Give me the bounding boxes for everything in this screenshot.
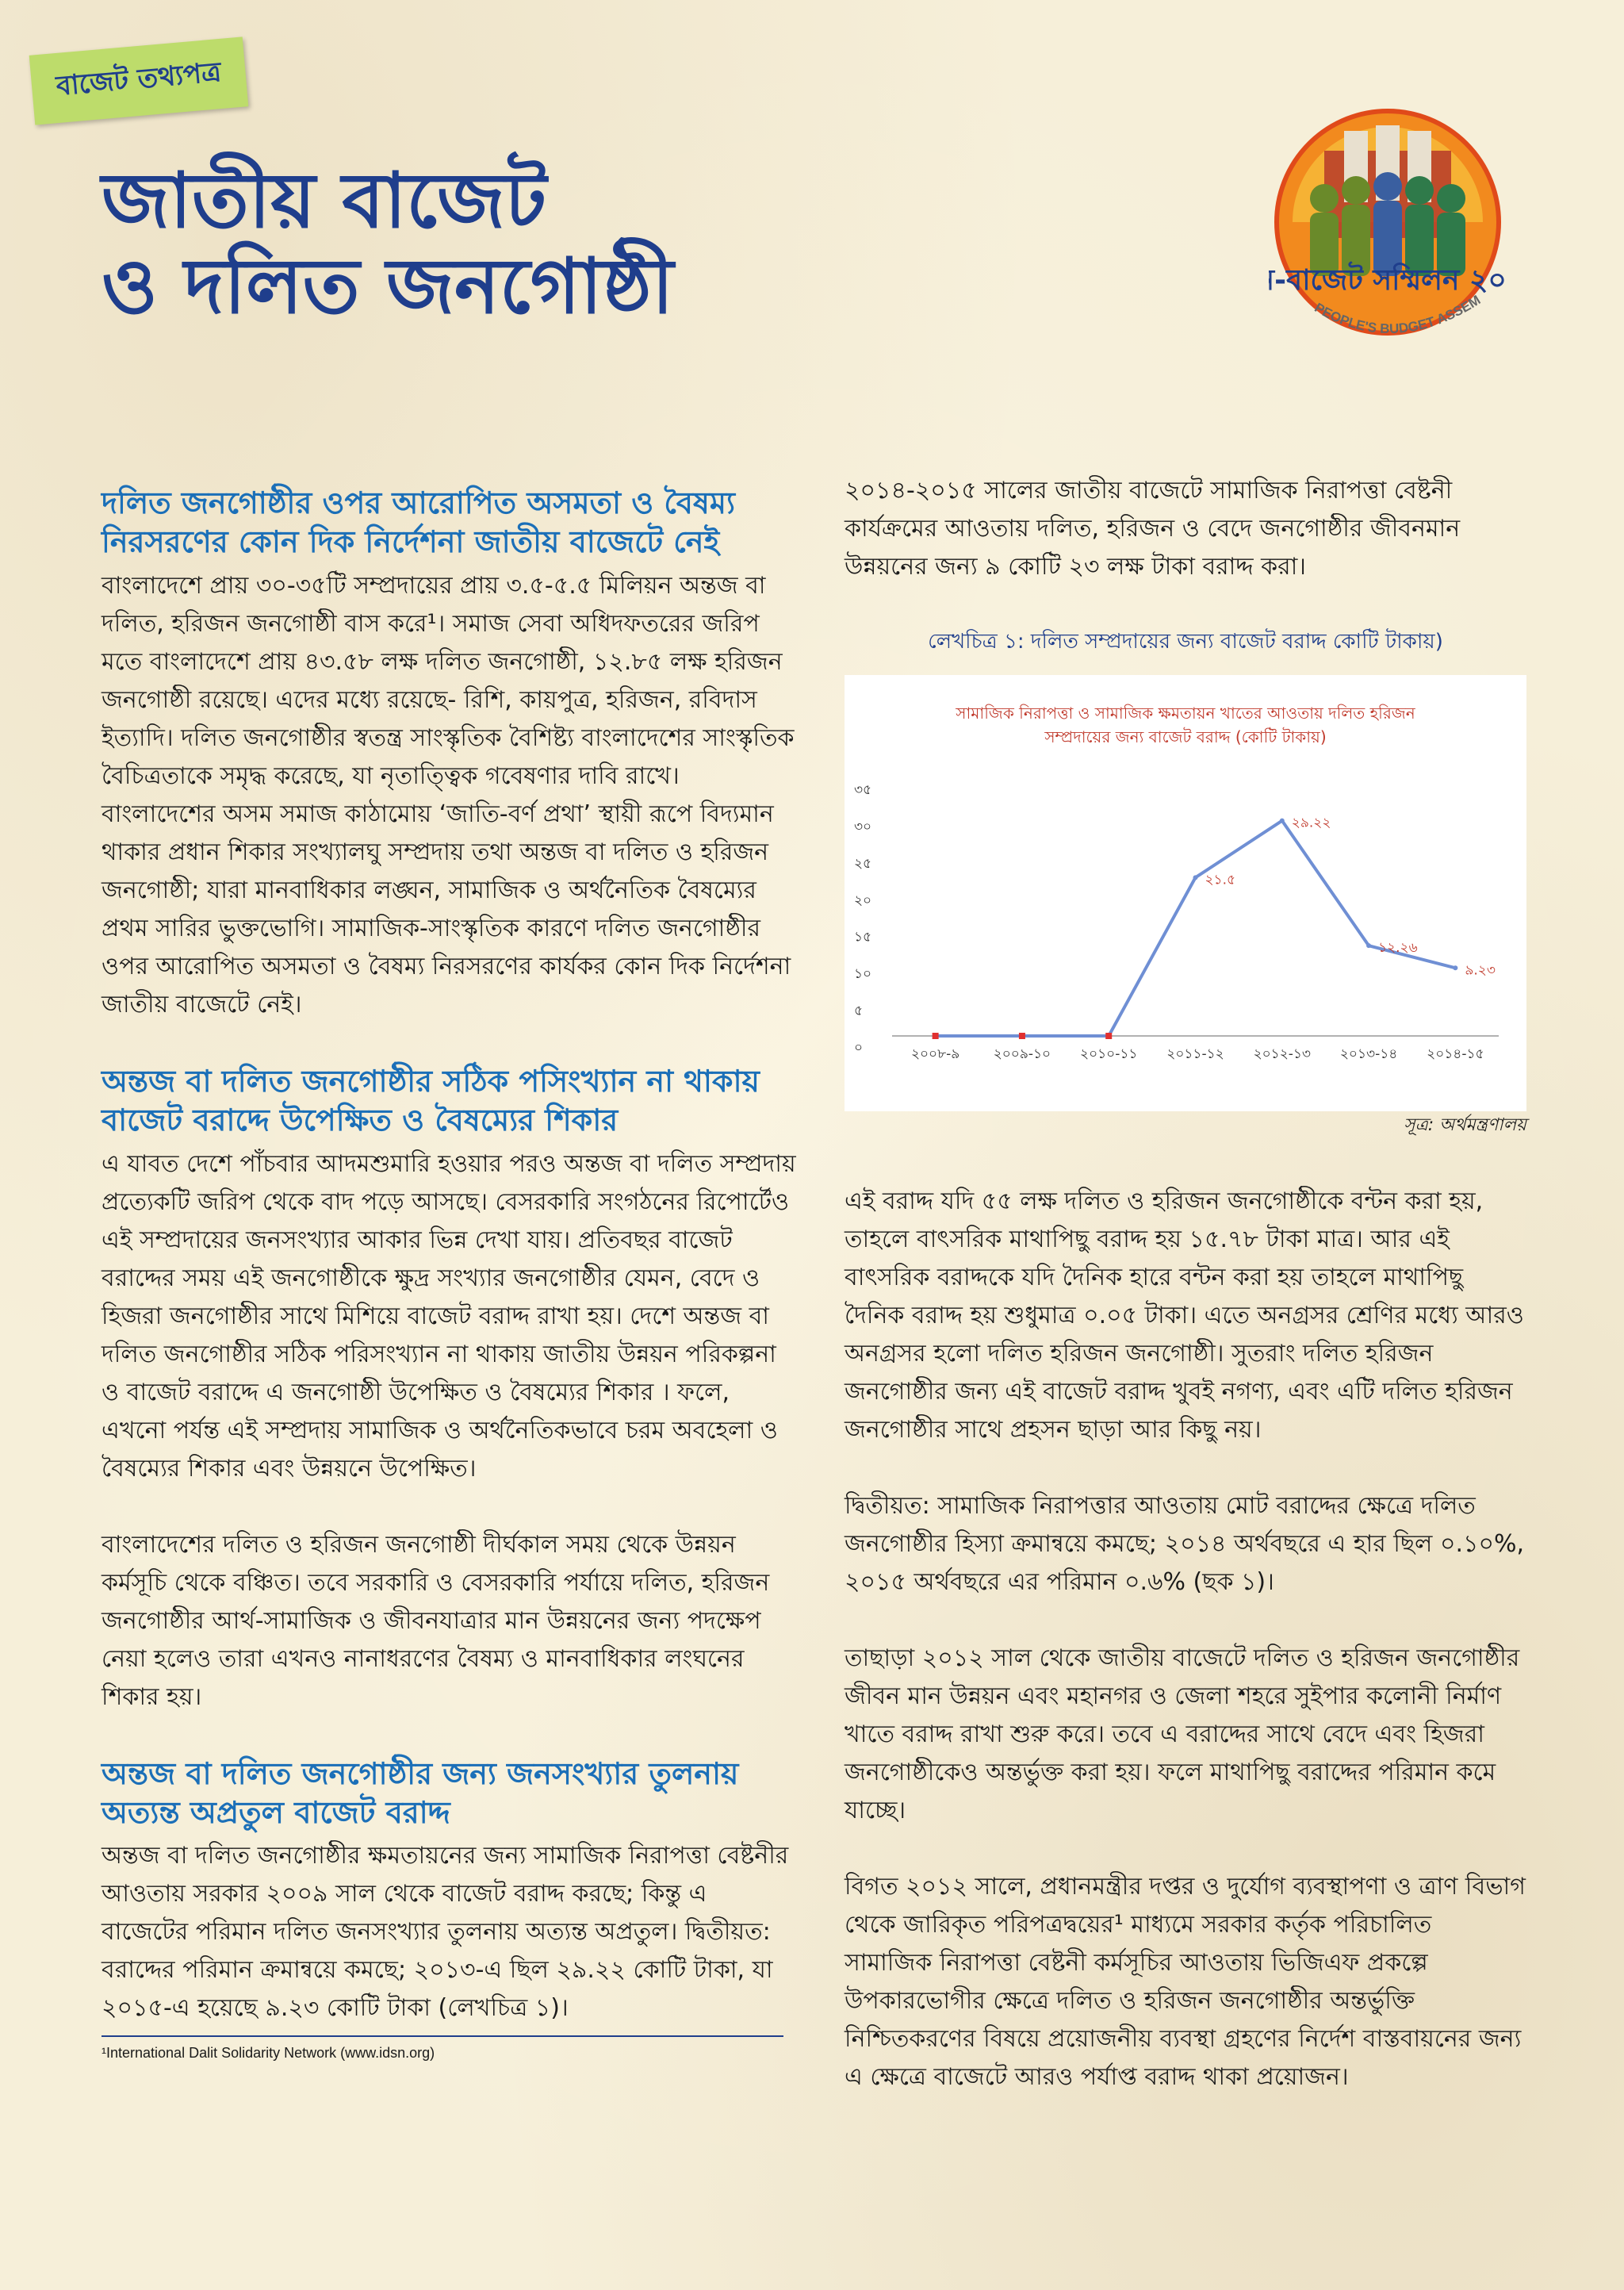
data-point [1280, 818, 1285, 823]
y-tick-label: ২০ [854, 892, 872, 908]
y-tick-label: ৫ [854, 1003, 864, 1019]
chart-source: সূত্র: অর্থমন্ত্রণালয় [1404, 1114, 1526, 1135]
y-tick-label: ২৫ [854, 855, 872, 872]
x-tick-label: ২০০৮-৯ [910, 1045, 960, 1062]
x-tick-label: ২০১১-১২ [1166, 1045, 1224, 1062]
right-paragraph-1: ২০১৪-২০১৫ সালের জাতীয় বাজেটে সামাজিক নিরাপত্তা বেষ্টনী কার্যক্রমের আওতায় দলিত, হরিজন ও বেদে জনগোষ্ঠীর জীবনমান উন্নয়নের জন্য ৯ কোটি ২৩ লক্ষ টাকা বরাদ্দ করা। [845, 477, 1461, 581]
x-tick-label: ২০১৩-১৪ [1339, 1045, 1398, 1062]
x-tick-label: ২০১৪-১৫ [1427, 1045, 1484, 1062]
y-tick-label: ১০ [854, 965, 872, 982]
x-tick-label: ২০১২-১৩ [1253, 1045, 1311, 1062]
budget-line-chart [845, 675, 1526, 1111]
data-point [1105, 1033, 1112, 1039]
data-label: ২৯.২২ [1291, 815, 1331, 831]
peoples-budget-assembly-logo [1269, 103, 1507, 389]
budget-factsheet-tag: বাজেট তথ্যপত্র [29, 36, 249, 125]
chart-caption: লেখচিত্র ১: দলিত সম্প্রদায়ের জন্য বাজেট বরাদ্দ কোটি টাকায়) [928, 630, 1443, 654]
data-point [1366, 943, 1371, 948]
right-paragraph-2: এই বরাদ্দ যদি ৫৫ লক্ষ দলিত ও হরিজন জনগোষ্ঠীকে বন্টন করা হয়, তাহলে বাৎসরিক মাথাপিছু বরাদ্দ হয় ১৫.৭৮ টাকা মাত্র। আর এই বাৎসরিক বরাদ্দকে যদি দৈনিক হারে বন্টন করা হয় তাহলে মাথাপিছু দৈনিক বরাদ্দ হয় শুধুমাত্র ০.০৫ টাকা। এতে অনগ্রসর শ্রেণির মধ্যে আরও অনগ্রসর হলো দলিত হরিজন জনগোষ্ঠী। সুতরাং দলিত হরিজন জনগোষ্ঠীর জন্য এই বাজেট বরাদ্দ খুবই নগণ্য, এবং এটি দলিত হরিজন জনগোষ্ঠীর সাথে প্রহসন ছাড়া আর কিছু নয়। [845, 1187, 1524, 1444]
paragraph-3: বাংলাদেশের দলিত ও হরিজন জনগোষ্ঠী দীর্ঘকাল সময় থেকে উন্নয়ন কর্মসূচি থেকে বঞ্চিত। তবে সরকারি ও বেসরকারি পর্যায়ে দলিত, হরিজন জনগোষ্ঠীর আর্থ-সামাজিক ও জীবনযাত্রার মান উন্নয়নের জন্য পদক্ষেপ নেয়া হলেও তারা এখনও নানাধরণের বৈষম্য ও মানবাধিকার লংঘনের শিকার হয়। [102, 1530, 770, 1711]
right-paragraph-4: তাছাড়া ২০১২ সাল থেকে জাতীয় বাজেটে দলিত ও হরিজন জনগোষ্ঠীর জীবন মান উন্নয়ন এবং মহানগর ও জেলা শহরে সুইপার কলোনী নির্মাণ খাতে বরাদ্দ রাখা শুরু করে। তবে এ বরাদ্দের সাথে বেদে এবং হিজরা জনগোষ্ঠীকেও অন্তর্ভুক্ত করা হয়। ফলে মাথাপিছু বরাদ্দের পরিমান কমে যাচ্ছে। [845, 1644, 1520, 1824]
right-paragraph-5: বিগত ২০১২ সালে, প্রধানমন্ত্রীর দপ্তর ও দুর্যোগ ব্যবস্থাপণা ও ত্রাণ বিভাগ থেকে জারিকৃত পরিপত্রদ্বয়ের¹ মাধ্যমে সরকার কর্তৃক পরিচালিত সামাজিক নিরাপত্তা বেষ্টনী কর্মসূচির আওতায় ভিজিএফ প্রকল্পে উপকারভোগীর ক্ষেত্রে দলিত ও হরিজন জনগোষ্ঠীর অন্তর্ভুক্তি নিশ্চিতকরণের বিষয়ে প্রয়োজনীয় ব্যবস্থা গ্রহণের নির্দেশ বাস্তবায়নের জন্য এ ক্ষেত্রে বাজেটে আরও পর্যাপ্ত বরাদ্দ থাকা প্রয়োজন। [845, 1872, 1526, 2091]
paragraph-4: অন্তজ বা দলিত জনগোষ্ঠীর ক্ষমতায়নের জন্য সামাজিক নিরাপত্তা বেষ্টনীর আওতায় সরকার ২০০৯ সাল থেকে বাজেট বরাদ্দ করছে; কিন্তু এ বাজেটের পরিমান দলিত জনসংখ্যার তুলনায় অত্যন্ত অপ্রতুল। দ্বিতীয়ত: বরাদ্দের পরিমান ক্রমান্বয়ে কমছে; ২০১৩-এ ছিল ২৯.২২ কোটি টাকা, যা ২০১৫-এ হয়েছে ৯.২৩ কোটি টাকা (লেখচিত্র ১)। [102, 1842, 789, 2023]
data-point [1453, 965, 1457, 970]
chart-title-line-1: সামাজিক নিরাপত্তা ও সামাজিক ক্ষমতায়ন খাতের আওতায় দলিত হরিজন [956, 703, 1415, 723]
right-column [845, 472, 1526, 2135]
series-line [936, 820, 1456, 1035]
x-tick-label: ২০১০-১১ [1080, 1045, 1138, 1062]
y-tick-label: ৩৫ [854, 781, 872, 798]
logo-text-en: PEOPLE'S BUDGET ASSEM [1312, 292, 1484, 337]
data-point [933, 1033, 939, 1039]
section-heading-1: দলিত জনগোষ্ঠীর ওপর আরোপিত অসমতা ও বৈষম্য নিরসরণের কোন দিক নির্দেশনা জাতীয় বাজেটে নেই [102, 485, 736, 560]
footnote: ¹International Dalit Solidarity Network (www.idsn.org) [102, 2045, 435, 2062]
data-label: ১২.২৬ [1378, 939, 1418, 956]
footnote-divider [102, 2035, 783, 2037]
y-tick-label: ০ [854, 1039, 864, 1056]
y-tick-label: ৩০ [854, 819, 872, 835]
x-tick-label: ২০০৯-১০ [993, 1045, 1051, 1062]
y-tick-label: ১৫ [854, 929, 872, 946]
data-point [1019, 1033, 1025, 1039]
paragraph-2: এ যাবত দেশে পাঁচবার আদমশুমারি হওয়ার পরও অন্তজ বা দলিত সম্প্রদায় প্রত্যেকটি জরিপ থেকে বাদ পড়ে আসছে। বেসরকারি সংগঠনের রিপোর্টেও এই সম্প্রদায়ের জনসংখ্যার আকার ভিন্ন দেখা যায়। প্রতিবছর বাজেট বরাদ্দের সময় এই জনগোষ্ঠীকে ক্ষুদ্র সংখ্যার জনগোষ্ঠীর যেমন, বেদে ও হিজরা জনগোষ্ঠীর সাথে মিশিয়ে বাজেট বরাদ্দ রাখা হয়। দেশে অন্তজ বা দলিত জনগোষ্ঠীর সঠিক পরিসংখ্যান না থাকায় জাতীয় উন্নয়ন পরিকল্পনা ও বাজেট বরাদ্দে এ জনগোষ্ঠী উপেক্ষিত ও বৈষম্যের শিকার । ফলে, এখনো পর্যন্ত এই সম্প্রদায় সামাজিক ও অর্থনৈতিকভাবে চরম অবহেলা ও বৈষম্যের শিকার এবং উন্নয়নে উপেক্ষিত। [102, 1149, 796, 1483]
section-heading-2: অন্তজ বা দলিত জনগোষ্ঠীর সঠিক পসিংখ্যান না থাকায় বাজেট বরাদ্দে উপেক্ষিত ও বৈষম্যের শিকার [102, 1063, 760, 1138]
data-point [1193, 875, 1198, 880]
section-heading-3: অন্তজ বা দলিত জনগোষ্ঠীর জন্য জনসংখ্যার তুলনায় অত্যন্ত অপ্রতুল বাজেট বরাদ্দ [102, 1755, 739, 1830]
left-column [102, 484, 799, 2065]
data-label: ২১.৫ [1205, 871, 1236, 888]
data-label: ৯.২৩ [1465, 961, 1496, 978]
title-line-1: জাতীয় বাজেট [102, 156, 547, 245]
paragraph-1: বাংলাদেশে প্রায় ৩০-৩৫টি সম্প্রদায়ের প্রায় ৩.৫-৫.৫ মিলিয়ন অন্তজ বা দলিত, হরিজন জনগোষ্ঠী বাস করে¹। সমাজ সেবা অধিদফতরের জরিপ মতে বাংলাদেশে প্রায় ৪৩.৫৮ লক্ষ দলিত জনগোষ্ঠী, ১২.৮৫ লক্ষ হরিজন জনগোষ্ঠী রয়েছে। এদের মধ্যে রয়েছে- রিশি, কায়পুত্র, হরিজন, রবিদাস ইত্যাদি। দলিত জনগোষ্ঠীর স্বতন্ত্র সাংস্কৃতিক বৈশিষ্ট্য বাংলাদেশের সাংস্কৃতিক বৈচিত্রতাকে সমৃদ্ধ করেছে, যা নৃতাত্ত্বিক গবেষণার দাবি রাখে। বাংলাদেশের অসম সমাজ কাঠামোয় ‘জাতি-বর্ণ প্রথা’ স্থায়ী রূপে বিদ্যমান থাকার প্রধান শিকার সংখ্যালঘু সম্প্রদায় তথা অন্তজ বা দলিত ও হরিজন জনগোষ্ঠী; যারা মানবাধিকার লঙ্ঘন, সামাজিক ও অর্থনৈতিক বৈষম্যের প্রথম সারির ভুক্তভোগি। সামাজিক-সাংস্কৃতিক কারণে দলিত জনগোষ্ঠীর ওপর আরোপিত অসমতা ও বৈষম্য নিরসরণের কার্যকর কোন দিক নির্দেশনা জাতীয় বাজেটে নেই। [102, 571, 795, 1018]
logo-text: -বাজেট সম্মিলন ২০ [1274, 264, 1507, 297]
right-paragraph-3: দ্বিতীয়ত: সামাজিক নিরাপত্তার আওতায় মোট বরাদ্দের ক্ষেত্রে দলিত জনগোষ্ঠীর হিস্যা ক্রমান্বয়ে কমছে; ২০১৪ অর্থবছরে এ হার ছিল ০.১০%, ২০১৫ অর্থবছরে এর পরিমান ০.৬% (ছক ১)। [845, 1491, 1524, 1596]
chart-title-line-2: সম্প্রদায়ের জন্য বাজেট বরাদ্দ (কোটি টাকায়) [1044, 727, 1327, 746]
page-title [102, 156, 1053, 331]
title-line-2: ও দলিত জনগোষ্ঠী [102, 241, 674, 331]
